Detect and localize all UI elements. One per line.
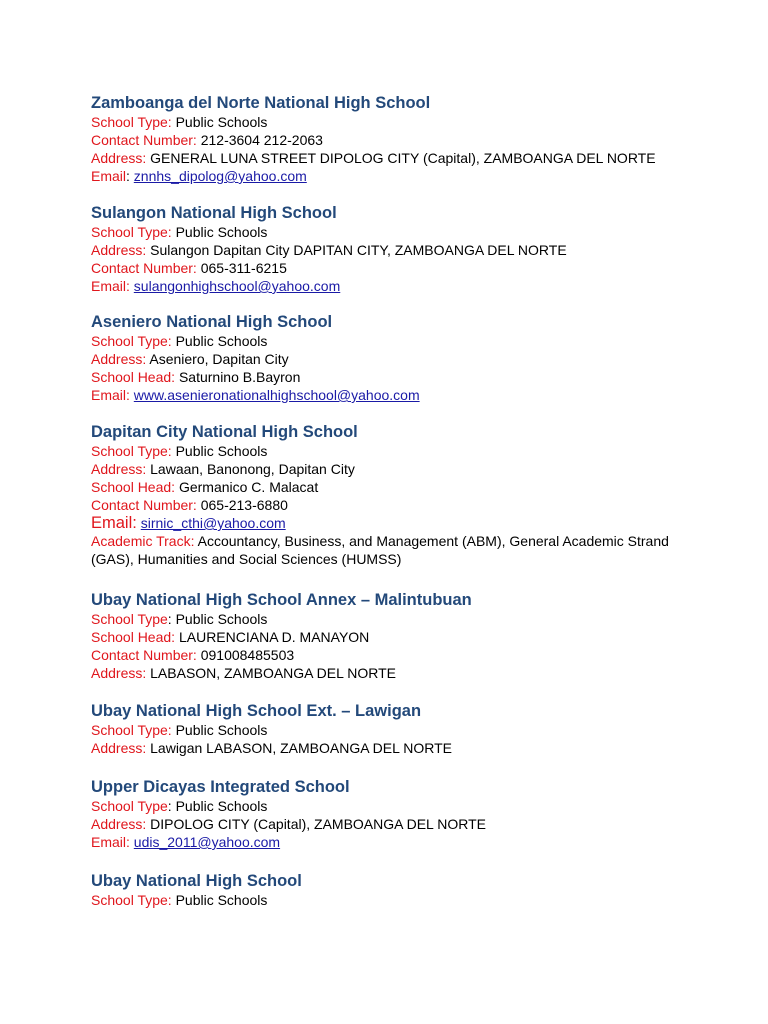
field-value: Public Schools <box>175 333 268 349</box>
field-label: Address: <box>91 665 147 681</box>
email-link[interactable]: www.asenieronationalhighschool@yahoo.com <box>133 387 420 403</box>
field-value: Aseniero, Dapitan City <box>149 351 289 367</box>
field-value: DIPOLOG CITY (Capital), ZAMBOANGA DEL NORTE <box>150 816 486 832</box>
email-link[interactable]: sulangonhighschool@yahoo.com <box>133 278 341 294</box>
school-name: Sulangon National High School <box>91 204 337 222</box>
document-page <box>91 93 711 909</box>
field-label: Email: <box>91 278 130 294</box>
school-entry <box>91 871 711 909</box>
school-type-field <box>91 891 711 909</box>
school-head-field <box>91 368 711 386</box>
field-value: GENERAL LUNA STREET DIPOLOG CITY (Capital), ZAMBOANGA DEL NORTE <box>150 150 656 166</box>
field-value: LAURENCIANA D. MANAYON <box>178 629 370 645</box>
field-label: Address: <box>91 351 147 367</box>
school-name: Upper Dicayas Integrated School <box>91 778 350 796</box>
contact-field <box>91 496 711 514</box>
school-type-field <box>91 332 711 350</box>
field-value: Public Schools <box>175 443 268 459</box>
address-field <box>91 149 711 167</box>
school-name: Aseniero National High School <box>91 313 333 331</box>
school-name: Ubay National High School Annex – Malintubuan <box>91 591 472 609</box>
school-entry <box>91 203 711 295</box>
email-link[interactable]: znnhs_dipolog@yahoo.com <box>133 168 307 184</box>
field-label: Email: <box>91 834 130 850</box>
field-label: School Type <box>91 611 168 627</box>
field-value: Germanico C. Malacat <box>178 479 319 495</box>
contact-field <box>91 259 711 277</box>
field-value: Saturnino B.Bayron <box>178 369 301 385</box>
email-field <box>91 833 711 851</box>
field-value: Public Schools <box>175 892 268 908</box>
field-value: 065-213-6880 <box>200 497 288 513</box>
field-label: School Type: <box>91 114 172 130</box>
email-field <box>91 386 711 404</box>
email-field: Email: znnhs_dipolog@yahoo.com <box>91 168 307 184</box>
field-value: Public Schools <box>175 611 268 627</box>
school-entry <box>91 590 711 682</box>
school-type-field <box>91 113 711 131</box>
email-field <box>91 277 711 295</box>
school-type-field <box>91 797 711 815</box>
field-label: School Type: <box>91 892 172 908</box>
field-label: School Head: <box>91 369 176 385</box>
field-value: Public Schools <box>175 114 268 130</box>
school-entry <box>91 422 711 568</box>
address-field <box>91 664 711 682</box>
field-label: School Type <box>91 798 168 814</box>
field-label: Email <box>91 168 127 184</box>
field-value: Public Schools <box>175 722 268 738</box>
field-label: Address: <box>91 740 147 756</box>
address-field <box>91 460 711 478</box>
field-value: Public Schools <box>175 224 268 240</box>
field-value: Lawigan LABASON, ZAMBOANGA DEL NORTE <box>150 740 453 756</box>
field-label: Contact Number: <box>91 132 197 148</box>
field-label: Address: <box>91 242 147 258</box>
school-entry <box>91 777 711 851</box>
email-link[interactable]: sirnic_cthi@yahoo.com <box>140 515 286 531</box>
field-value: Public Schools <box>175 798 268 814</box>
field-value: 091008485503 <box>200 647 295 663</box>
school-type-field <box>91 721 711 739</box>
school-name: Ubay National High School Ext. – Lawigan <box>91 702 422 720</box>
field-label: School Head: <box>91 629 176 645</box>
email-field <box>91 514 711 532</box>
field-label: Email: <box>91 387 130 403</box>
school-name: Zamboanga del Norte National High School <box>91 94 431 112</box>
field-label: Address: <box>91 816 147 832</box>
field-label: Contact Number: <box>91 260 197 276</box>
contact-field <box>91 646 711 664</box>
field-colon: : <box>167 611 172 627</box>
field-value: Sulangon Dapitan City DAPITAN CITY, ZAMBOANGA DEL NORTE <box>150 242 567 258</box>
academic-track-field <box>91 532 711 568</box>
field-label: Academic Track: <box>91 533 195 549</box>
field-colon: : <box>167 798 172 814</box>
address-field <box>91 350 711 368</box>
school-entry <box>91 93 711 185</box>
school-entry <box>91 701 711 757</box>
school-head-field <box>91 628 711 646</box>
school-head-field <box>91 478 711 496</box>
school-name: Dapitan City National High School <box>91 423 358 441</box>
field-label: School Type: <box>91 722 172 738</box>
field-label: School Type: <box>91 224 172 240</box>
field-label: School Type: <box>91 443 172 459</box>
field-label: Address: <box>91 461 147 477</box>
address-field <box>91 241 711 259</box>
field-value: LABASON, ZAMBOANGA DEL NORTE <box>150 665 396 681</box>
school-type-field <box>91 223 711 241</box>
field-value: Lawaan, Banonong, Dapitan City <box>150 461 355 477</box>
school-entry <box>91 312 711 404</box>
field-value: 065-311-6215 <box>200 260 287 276</box>
address-field <box>91 739 711 757</box>
field-label: Contact Number: <box>91 647 197 663</box>
email-link[interactable]: udis_2011@yahoo.com <box>133 834 281 850</box>
field-label: Address: <box>91 150 147 166</box>
school-type-field <box>91 610 711 628</box>
field-label: Email: <box>91 514 137 532</box>
field-label: Contact Number: <box>91 497 197 513</box>
field-label: School Head: <box>91 479 176 495</box>
contact-field <box>91 131 711 149</box>
field-label: School Type: <box>91 333 172 349</box>
school-type-field <box>91 442 711 460</box>
address-field <box>91 815 711 833</box>
school-name: Ubay National High School <box>91 872 302 890</box>
field-value: Accountancy, Business, and Management (ABM), General Academic Strand (GAS), Humanities and Social Sciences (HUMSS) <box>91 533 669 567</box>
field-value: 212-3604 212-2063 <box>200 132 323 148</box>
